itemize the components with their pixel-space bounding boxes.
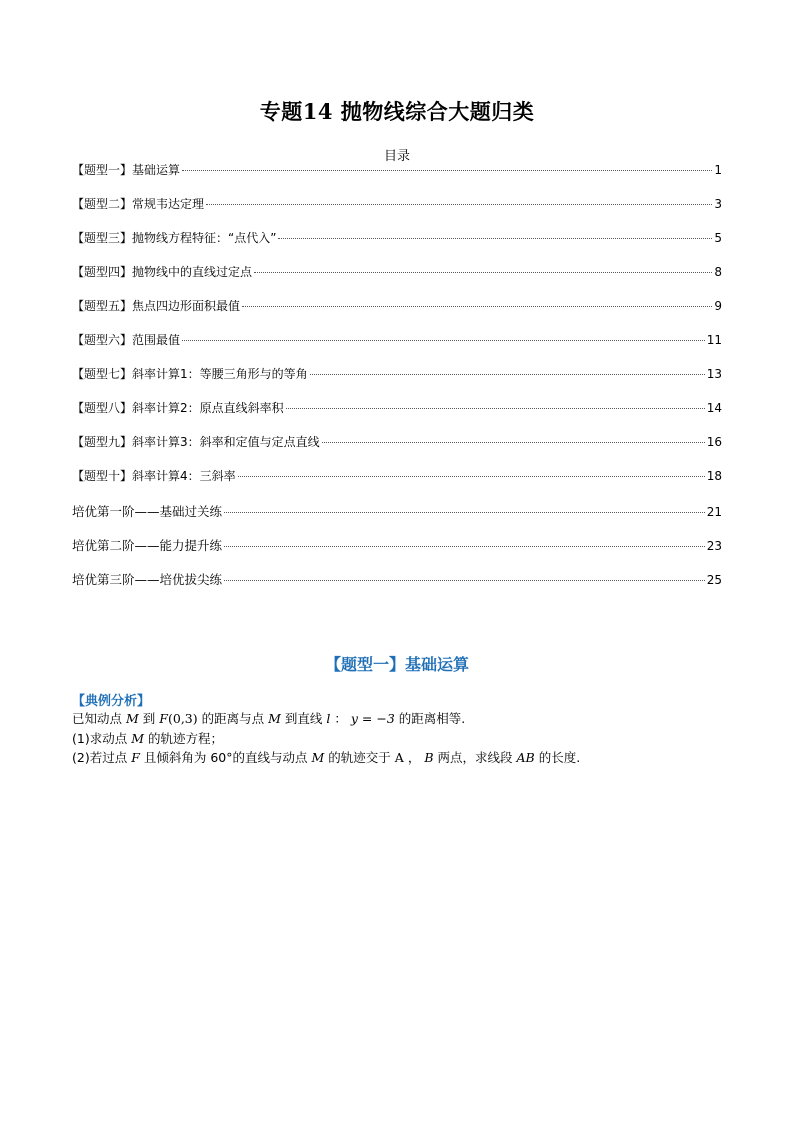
toc-entry-label: 【题型十】斜率计算4：三斜率 <box>72 469 236 483</box>
toc-leader-dots <box>224 546 705 547</box>
toc-entry-page: 3 <box>714 197 722 211</box>
toc-leader-dots <box>278 238 712 239</box>
text-run: 的轨迹交于 <box>328 750 391 765</box>
toc-entry[interactable] <box>72 364 722 384</box>
toc-entry-label: 【题型七】斜率计算1：等腰三角形与的等角 <box>72 367 308 381</box>
toc-entry-page: 5 <box>714 231 722 245</box>
example-heading: 【典例分析】 <box>72 694 151 709</box>
text-run: 且倾斜角为 60°的直线与动点 <box>143 750 308 765</box>
toc-entry-label: 【题型六】范围最值 <box>72 333 181 347</box>
toc-entry-label: 培优第一阶——基础过关练 <box>72 504 223 519</box>
toc-entry-page: 9 <box>714 299 722 313</box>
toc-entry[interactable] <box>72 330 722 350</box>
math-var: l <box>326 711 331 726</box>
toc-entry[interactable] <box>72 536 722 556</box>
text-run: 两点，求线段 <box>437 750 513 765</box>
toc-entry-label: 【题型八】斜率计算2：原点直线斜率积 <box>72 401 284 415</box>
text-run: ， <box>407 750 421 765</box>
toc-heading: 目录 <box>383 149 410 164</box>
toc-entry[interactable] <box>72 262 722 282</box>
toc-leader-dots <box>254 272 712 273</box>
toc-entry[interactable] <box>72 398 722 418</box>
problem-part-2 <box>72 749 580 767</box>
toc-entry[interactable] <box>72 502 722 522</box>
text-run: 的轨迹方程； <box>148 731 224 746</box>
toc-entry-label: 【题型一】基础运算 <box>72 163 181 177</box>
text-run: 已知动点 <box>72 711 123 726</box>
toc-entry-label: 培优第二阶——能力提升练 <box>72 538 223 553</box>
problem-statement <box>72 710 465 728</box>
toc-entry-label: 【题型二】常规韦达定理 <box>72 197 205 211</box>
toc-entry-page: 16 <box>706 435 722 449</box>
text-run: (2)若过点 <box>72 750 128 765</box>
math-var: AB <box>516 750 535 765</box>
math-var: M <box>268 711 281 726</box>
problem-part-1 <box>72 730 223 748</box>
toc-leader-dots <box>322 442 705 443</box>
toc-leader-dots <box>286 408 705 409</box>
toc-leader-dots <box>224 580 705 581</box>
toc-leader-dots <box>310 374 705 375</box>
toc-entry[interactable] <box>72 570 722 590</box>
math-var: M <box>126 711 139 726</box>
math-var: A <box>394 750 404 765</box>
toc-entry[interactable] <box>72 432 722 452</box>
toc-leader-dots <box>206 204 712 205</box>
toc-entry-page: 25 <box>706 573 722 587</box>
toc-entry-page: 14 <box>706 401 722 415</box>
toc-entry-page: 18 <box>706 469 722 483</box>
math-var: M <box>131 731 145 746</box>
toc-leader-dots <box>238 476 705 477</box>
text-run: (1)求动点 <box>72 731 128 746</box>
toc-entry-page: 8 <box>714 265 722 279</box>
math-var: B <box>424 750 434 765</box>
toc-entry[interactable] <box>72 160 722 180</box>
toc-entry[interactable] <box>72 194 722 214</box>
math-var: F <box>131 750 140 765</box>
toc-entry[interactable] <box>72 466 722 486</box>
toc-entry[interactable] <box>72 228 722 248</box>
toc-entry-page: 1 <box>714 163 722 177</box>
toc-entry[interactable] <box>72 296 722 316</box>
math-var: F <box>159 711 168 726</box>
text-run: 的距离与点 <box>201 711 265 726</box>
math-point: (0,3) <box>167 711 198 726</box>
toc-leader-dots <box>224 512 705 513</box>
toc-entry-page: 21 <box>706 505 722 519</box>
toc-entry-label: 【题型四】抛物线中的直线过定点 <box>72 265 253 279</box>
toc-leader-dots <box>182 170 712 171</box>
text-run: 的距离相等. <box>398 711 466 726</box>
text-run: ： <box>334 711 347 726</box>
page-title: 专题14 抛物线综合大题归类 <box>259 99 535 124</box>
toc-entry-label: 培优第三阶——培优拔尖练 <box>72 572 223 587</box>
toc-entry-page: 11 <box>706 333 722 347</box>
math-equation: y = −3 <box>350 711 395 726</box>
toc-entry-label: 【题型五】焦点四边形面积最值 <box>72 299 241 313</box>
toc-leader-dots <box>182 340 705 341</box>
section-heading: 【题型一】基础运算 <box>324 655 469 674</box>
text-run: 的长度. <box>538 750 581 765</box>
toc-entry-page: 13 <box>706 367 722 381</box>
toc-entry-label: 【题型九】斜率计算3：斜率和定值与定点直线 <box>72 435 320 449</box>
toc-leader-dots <box>242 306 712 307</box>
text-run: 到 <box>142 711 156 726</box>
text-run: 到直线 <box>284 711 323 726</box>
toc-entry-label: 【题型三】抛物线方程特征：“点代入” <box>72 231 277 245</box>
math-var: M <box>311 750 325 765</box>
toc-entry-page: 23 <box>706 539 722 553</box>
